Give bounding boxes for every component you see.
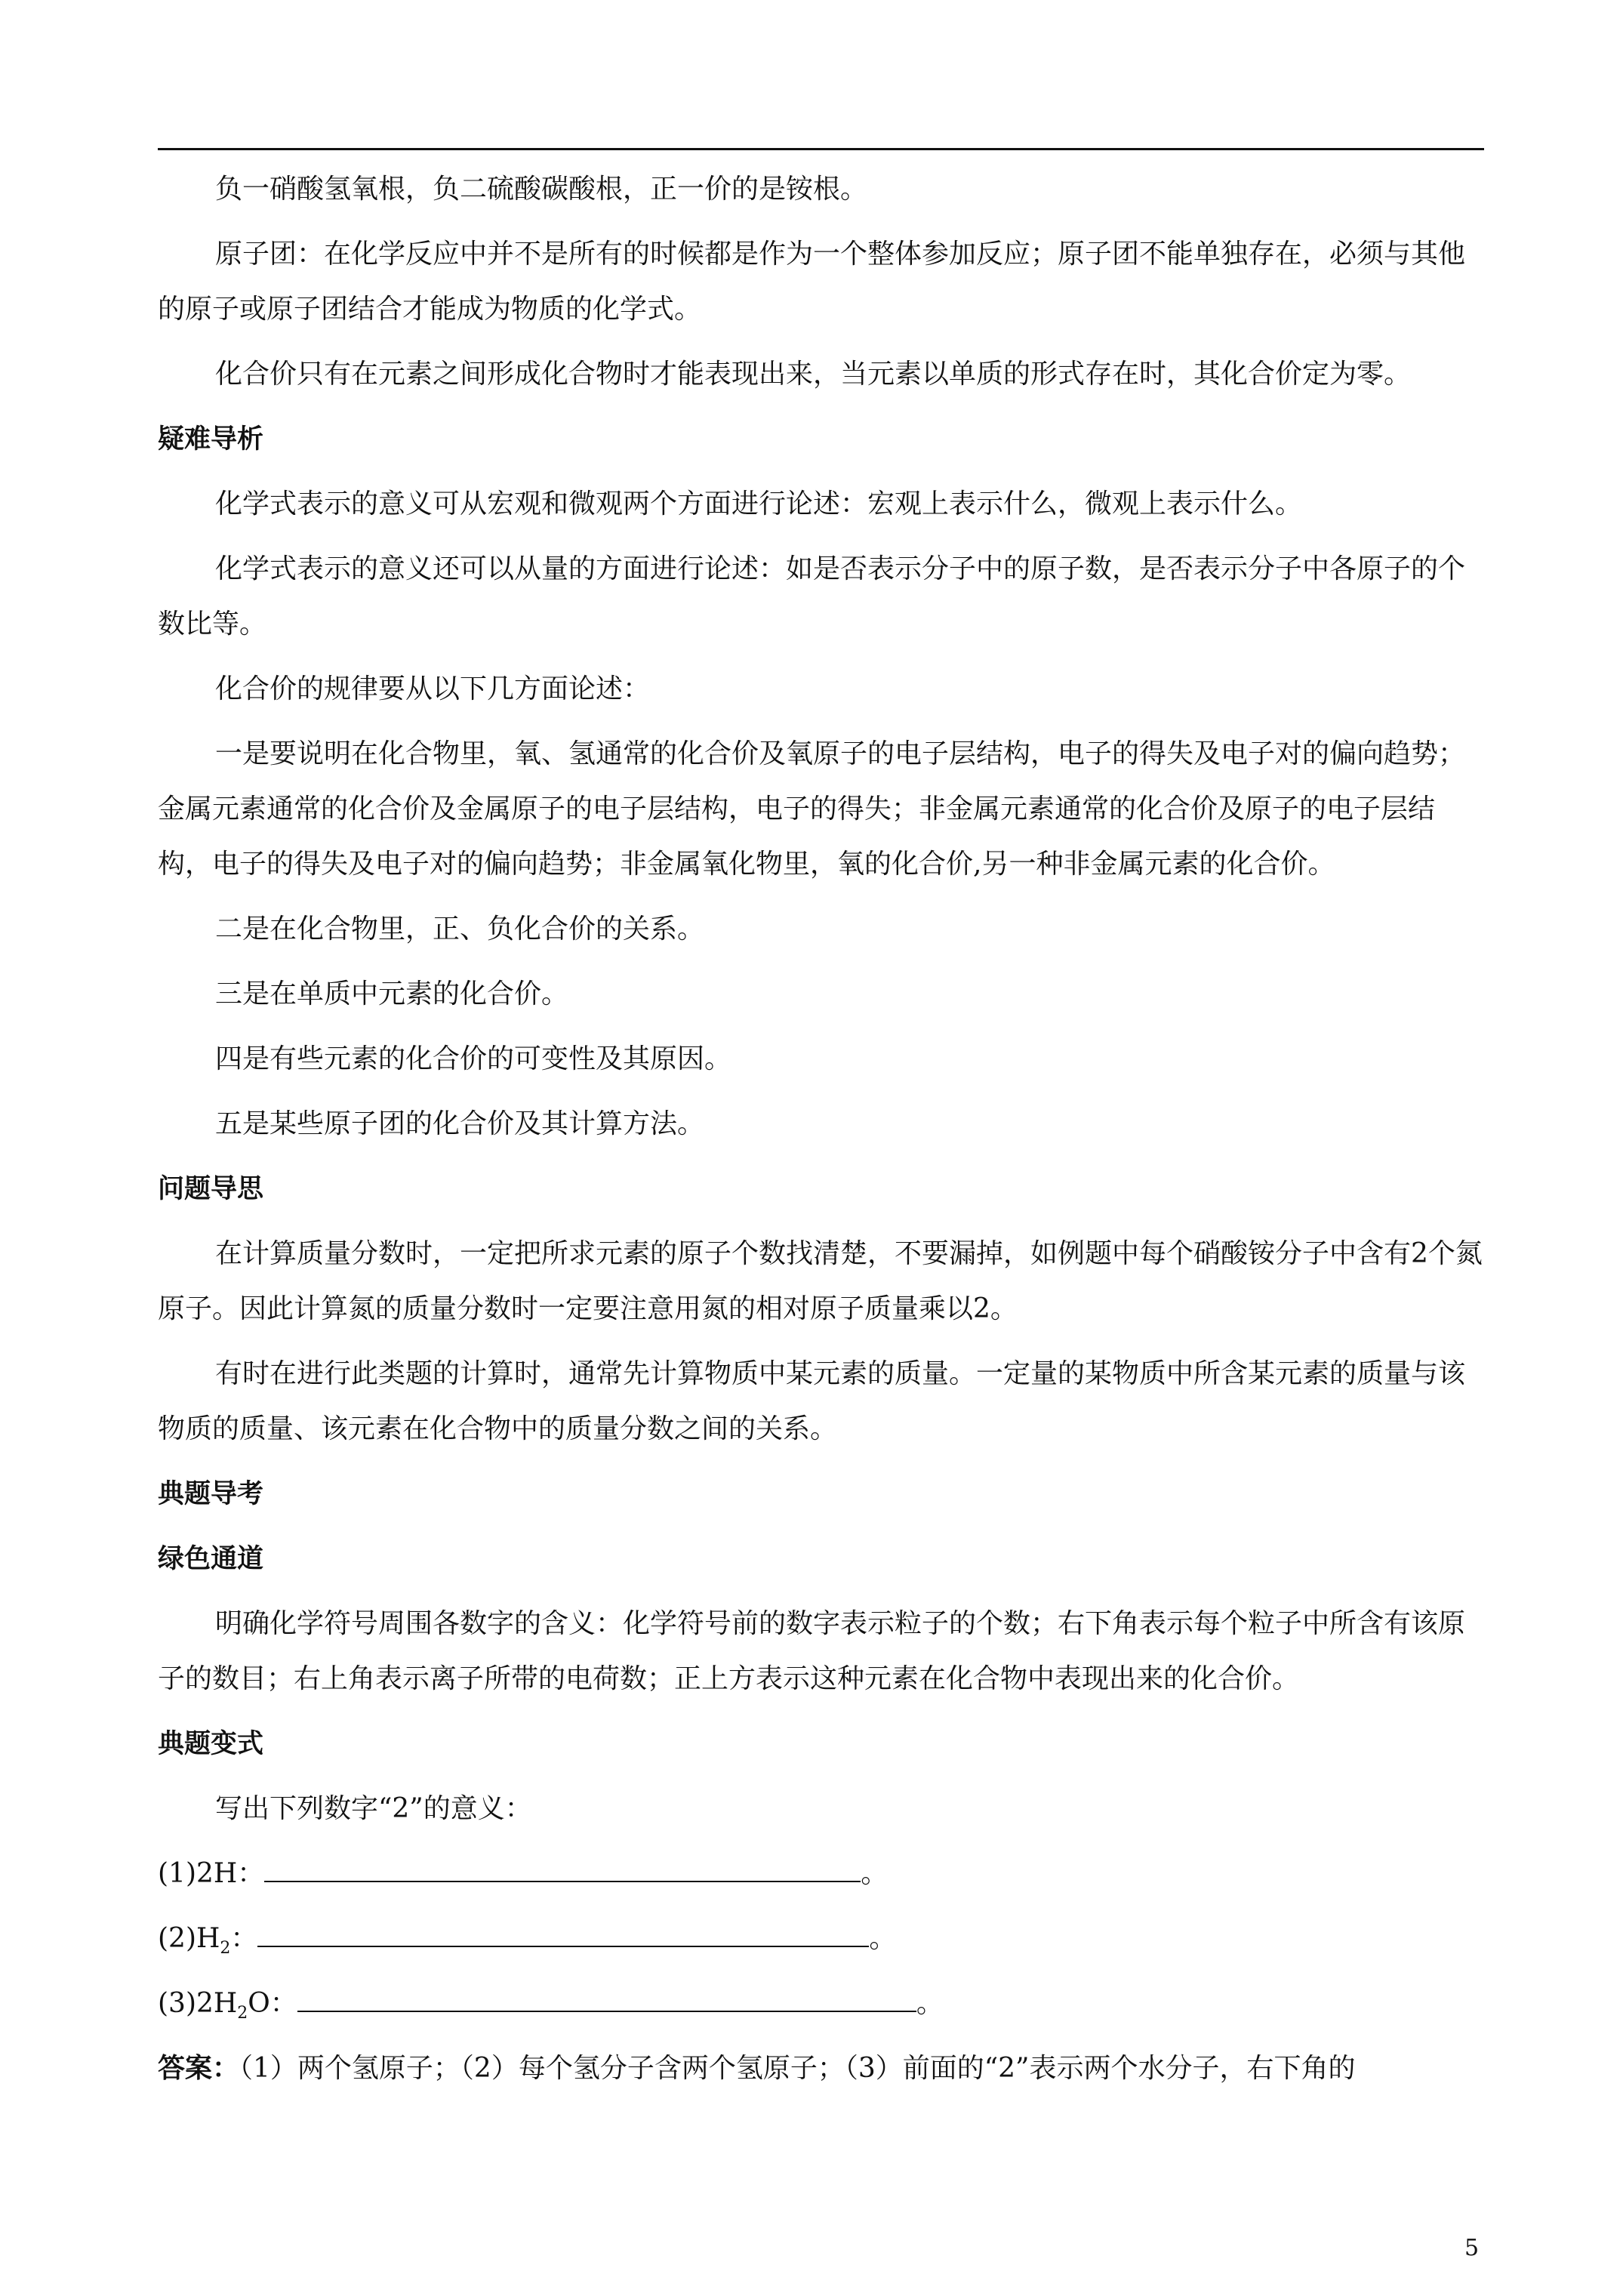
subscript: 2 <box>220 1939 231 1959</box>
end-mark: 。 <box>869 1923 897 1954</box>
paragraph: 原子团：在化学反应中并不是所有的时候都是作为一个整体参加反应；原子团不能单独存在，必须与其他的原子或原子团结合才能成为物质的化学式。 <box>158 239 1466 325</box>
paragraph: 化学式表示的意义可从宏观和微观两个方面进行论述：宏观上表示什么，微观上表示什么。 <box>215 488 1303 519</box>
paragraph: 负一硝酸氢氧根，负二硫酸碳酸根，正一价的是铵根。 <box>215 174 868 205</box>
header-rule <box>158 148 1484 150</box>
paragraph: 二是在化合物里，正、负化合价的关系。 <box>215 914 705 945</box>
paragraph: 有时在进行此类题的计算时，通常先计算物质中某元素的质量。一定量的某物质中所含某元素的质量与该物质的质量、该元素在化合物中的质量分数之间的关系。 <box>158 1358 1466 1444</box>
paragraph: 一是要说明在化合物里，氧、氢通常的化合价及氧原子的电子层结构，电子的得失及电子对的偏向趋势；金属元素通常的化合价及金属原子的电子层结构，电子的得失；非金属元素通常的化合价及原子的电子层结构，电子的得失及电子对的偏向趋势；非金属氧化物里，氧的化合价,另一种非金属元素的化合价。 <box>158 738 1466 880</box>
section-heading: 典题导考 <box>158 1479 264 1509</box>
paragraph: 写出下列数字“2”的意义： <box>215 1793 532 1824</box>
answer-text: （1）两个氢原子；（2）每个氢分子含两个氢原子；（3）前面的“2”表示两个水分子，右下角的 <box>239 2053 1356 2084</box>
document-body <box>158 157 1484 2101</box>
paragraph: 三是在单质中元素的化合价。 <box>215 978 569 1009</box>
section-heading: 绿色通道 <box>158 1544 264 1574</box>
section-heading: 问题导思 <box>158 1174 264 1204</box>
answer-blank[interactable] <box>264 1858 861 1882</box>
exercise-suffix: O： <box>248 1988 297 2019</box>
end-mark: 。 <box>916 1988 944 2019</box>
paragraph: 四是有些元素的化合价的可变性及其原因。 <box>215 1043 732 1074</box>
exercise-item-1 <box>158 1841 1484 1906</box>
exercise-colon: ： <box>230 1923 258 1954</box>
paragraph: 五是某些原子团的化合价及其计算方法。 <box>215 1108 705 1139</box>
end-mark: 。 <box>861 1858 888 1889</box>
exercise-prefix: (2)H <box>158 1923 220 1954</box>
paragraph: 化学式表示的意义还可以从量的方面进行论述：如是否表示分子中的原子数，是否表示分子中各原子的个数比等。 <box>158 553 1466 639</box>
answer-blank[interactable] <box>297 1988 916 2012</box>
paragraph: 明确化学符号周围各数字的含义：化学符号前的数字表示粒子的个数；右下角表示每个粒子中所含有该原子的数目；右上角表示离子所带的电荷数；正上方表示这种元素在化合物中表现出来的化合价。 <box>158 1608 1466 1694</box>
exercise-item-3 <box>158 1971 1484 2036</box>
paragraph: 在计算质量分数时，一定把所求元素的原子个数找清楚，不要漏掉，如例题中每个硝酸铵分子中含有2个氮原子。因此计算氮的质量分数时一定要注意用氮的相对原子质量乘以2。 <box>158 1238 1483 1324</box>
exercise-prefix: (1)2H： <box>158 1858 265 1889</box>
page-number: 5 <box>1464 2235 1480 2261</box>
answer-label: 答案： <box>158 2053 240 2084</box>
exercise-prefix: (3)2H <box>158 1988 238 2019</box>
exercise-item-2 <box>158 1906 1484 1971</box>
subscript: 2 <box>237 2004 248 2023</box>
paragraph: 化合价的规律要从以下几方面论述： <box>215 673 651 704</box>
section-heading: 疑难导析 <box>158 424 264 455</box>
section-heading: 典题变式 <box>158 1729 264 1759</box>
paragraph: 化合价只有在元素之间形成化合物时才能表现出来，当元素以单质的形式存在时，其化合价定为零。 <box>215 359 1412 390</box>
answer-line <box>158 2036 1484 2101</box>
answer-blank[interactable] <box>257 1923 869 1947</box>
